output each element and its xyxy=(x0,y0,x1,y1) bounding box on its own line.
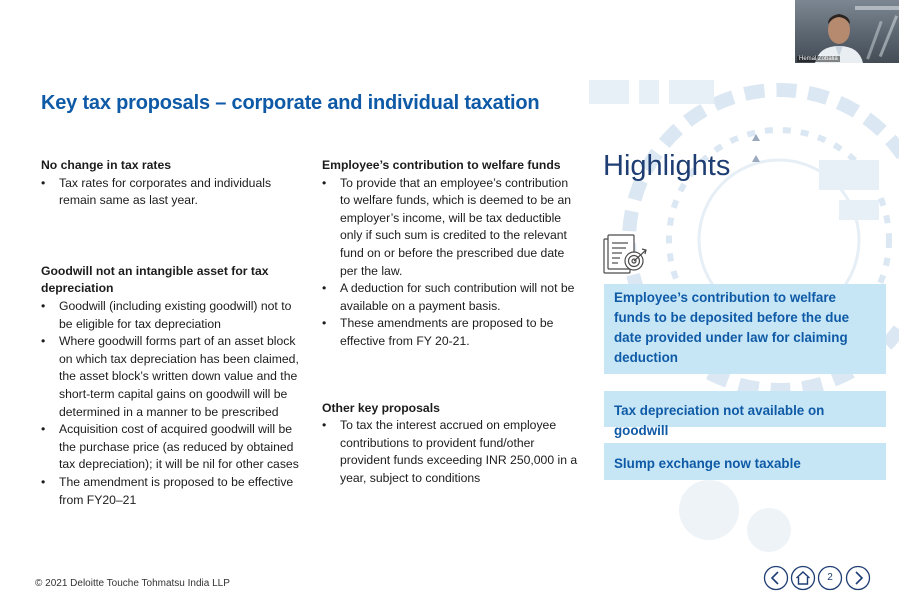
slide-title: Key tax proposals – corporate and individual taxation xyxy=(41,92,540,114)
section-heading-welfare-funds: Employee’s contribution to welfare funds xyxy=(322,158,561,172)
participant-avatar xyxy=(795,0,899,63)
bullet-item: • These amendments are proposed to be effective from FY 20-21. xyxy=(322,315,578,350)
bullet-item: • The amendment is proposed to be effective from FY20–21 xyxy=(41,474,306,509)
chevron-right-icon[interactable] xyxy=(845,565,871,591)
section-heading-other-proposals: Other key proposals xyxy=(322,400,440,415)
bullet-item: • A deduction for such contribution will not be available on a payment basis. xyxy=(322,280,578,315)
document-target-icon xyxy=(600,233,654,287)
bullet-item: • Goodwill (including existing goodwill) not to be eligible for tax depreciation xyxy=(41,298,306,333)
highlight-item-goodwill: Tax depreciation not available on goodwill xyxy=(604,391,886,427)
copyright-footer: © 2021 Deloitte Touche Tohmatsu India LLP xyxy=(35,578,230,589)
bullet-item: • Acquisition cost of acquired goodwill will be the purchase price (as reduced by obtained tax depreciation); it will be nil for other cases xyxy=(41,421,306,474)
middle-column xyxy=(322,157,578,488)
tax-rates-bullets xyxy=(41,175,306,210)
bullet-item: • To tax the interest accrued on employee contributions to provident fund/other provident funds exceeding INR 250,000 in a year, subject to conditions xyxy=(322,417,578,487)
page-indicator xyxy=(817,565,843,591)
participant-name: Hemal Zobalia xyxy=(799,56,838,62)
bullet-item: • To provide that an employee’s contribution to welfare funds, which is deemed to be an employer’s income, will be tax deductible only if such sum is credited to the relevant fund on or before the prescribed due date per the law. xyxy=(322,175,578,281)
other-proposals-bullets xyxy=(322,417,578,487)
goodwill-bullets xyxy=(41,298,306,509)
chevron-left-icon[interactable] xyxy=(763,565,789,591)
triangle-up-icon xyxy=(752,134,760,141)
left-column xyxy=(41,157,306,509)
home-icon[interactable] xyxy=(790,565,816,591)
highlight-item-welfare-funds: Employee’s contribution to welfare funds to be deposited before the due date provided under law for claiming deduction xyxy=(604,284,886,374)
section-heading-goodwill: Goodwill not an intangible asset for tax depreciation xyxy=(41,263,269,296)
page-number: 2 xyxy=(827,572,833,583)
participant-video[interactable] xyxy=(795,0,899,63)
bullet-item: • Where goodwill forms part of an asset block on which tax depreciation has been claimed, the asset block’s written down value and the short-term capital gains on goodwill will be determined in a manner to be prescribed xyxy=(41,333,306,421)
highlights-heading: Highlights xyxy=(603,150,731,182)
section-heading-tax-rates: No change in tax rates xyxy=(41,158,172,172)
bullet-item: • Tax rates for corporates and individuals remain same as last year. xyxy=(41,175,306,210)
highlight-item-slump-exchange: Slump exchange now taxable xyxy=(604,443,886,480)
welfare-funds-bullets xyxy=(322,175,578,351)
triangle-up-icon xyxy=(752,155,760,162)
